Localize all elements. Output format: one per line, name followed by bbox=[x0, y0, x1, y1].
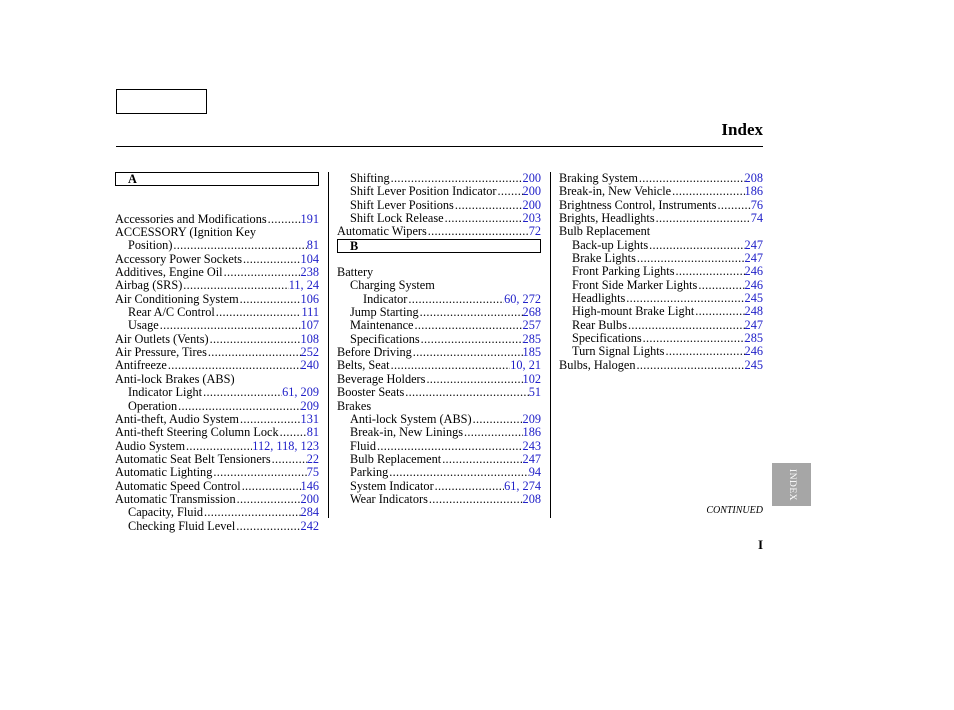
index-entry bbox=[337, 413, 541, 426]
index-entry bbox=[337, 386, 541, 399]
page-link[interactable]: 245 bbox=[744, 291, 763, 306]
index-entry-term: Brightness Control, Instruments bbox=[559, 197, 717, 212]
page-link[interactable]: 112, 118, 123 bbox=[252, 438, 319, 453]
index-entry-term: Belts, Seat bbox=[337, 358, 390, 373]
leader-dots bbox=[172, 239, 306, 252]
index-entry-term: Brakes bbox=[337, 398, 372, 413]
index-entry bbox=[337, 359, 541, 372]
leader-dots bbox=[185, 440, 252, 453]
index-entry bbox=[337, 185, 541, 198]
leader-dots bbox=[390, 359, 511, 372]
page-link[interactable]: 102 bbox=[522, 371, 541, 386]
page-link[interactable]: 209 bbox=[522, 411, 541, 426]
index-entry-term: Parking bbox=[350, 465, 389, 480]
index-entry bbox=[559, 305, 763, 318]
index-entry bbox=[337, 426, 541, 439]
index-entry bbox=[559, 265, 763, 278]
index-entry bbox=[115, 239, 319, 252]
page-link[interactable]: 81 bbox=[306, 425, 319, 440]
index-entry bbox=[115, 426, 319, 439]
leader-dots bbox=[463, 426, 523, 439]
index-entry-term: Air Outlets (Vents) bbox=[115, 331, 209, 346]
page-link[interactable]: 246 bbox=[744, 277, 763, 292]
page-link[interactable]: 200 bbox=[522, 184, 541, 199]
index-entry bbox=[559, 212, 763, 225]
index-entry bbox=[337, 266, 541, 279]
page-link[interactable]: 200 bbox=[522, 171, 541, 185]
index-entry bbox=[115, 506, 319, 519]
index-entry bbox=[115, 333, 319, 346]
leader-dots bbox=[674, 265, 744, 278]
page-link[interactable]: 74 bbox=[750, 211, 763, 226]
leader-dots bbox=[271, 453, 307, 466]
page-link[interactable]: 268 bbox=[522, 305, 541, 320]
index-entry bbox=[115, 346, 319, 359]
leader-dots bbox=[648, 239, 744, 252]
page-link[interactable]: 208 bbox=[522, 491, 541, 506]
page-link[interactable]: 247 bbox=[744, 237, 763, 252]
index-entry bbox=[337, 480, 541, 493]
index-entry bbox=[337, 293, 541, 306]
leader-dots bbox=[441, 453, 522, 466]
page-link[interactable]: 252 bbox=[300, 345, 319, 360]
index-entry bbox=[115, 253, 319, 266]
leader-dots bbox=[239, 413, 301, 426]
page-link[interactable]: 257 bbox=[522, 318, 541, 333]
index-entry-term: Front Parking Lights bbox=[572, 264, 675, 279]
index-entry-term: Brights, Headlights bbox=[559, 211, 655, 226]
leader-dots bbox=[671, 185, 744, 198]
index-entry bbox=[337, 466, 541, 479]
leader-dots bbox=[404, 386, 528, 399]
page-link[interactable]: 60, 272 bbox=[504, 291, 541, 306]
leader-dots bbox=[177, 400, 300, 413]
index-entry bbox=[337, 440, 541, 453]
index-entry-term: Automatic Lighting bbox=[115, 465, 213, 480]
leader-dots bbox=[236, 493, 301, 506]
index-entry-term: Jump Starting bbox=[350, 305, 419, 320]
column-divider bbox=[328, 172, 329, 518]
page-link[interactable]: 146 bbox=[300, 478, 319, 493]
index-entry bbox=[559, 319, 763, 332]
leader-dots bbox=[239, 293, 301, 306]
header-rule bbox=[116, 146, 763, 147]
page-link[interactable]: 242 bbox=[300, 518, 319, 533]
leader-dots bbox=[376, 440, 523, 453]
index-entry-term: Headlights bbox=[572, 291, 626, 306]
index-entry bbox=[115, 226, 319, 239]
index-entry bbox=[337, 319, 541, 332]
page-link[interactable]: 185 bbox=[522, 345, 541, 360]
leader-dots bbox=[235, 520, 300, 533]
index-entry bbox=[115, 266, 319, 279]
index-entry-term: Antifreeze bbox=[115, 358, 167, 373]
index-entry-term: Shift Lever Positions bbox=[350, 197, 454, 212]
index-entry-term: Accessory Power Sockets bbox=[115, 251, 243, 266]
index-entry bbox=[559, 252, 763, 265]
index-column-3 bbox=[559, 172, 763, 372]
index-entry bbox=[115, 319, 319, 332]
index-entry bbox=[559, 332, 763, 345]
index-entry-term: Fluid bbox=[350, 438, 376, 453]
index-entry-term: Usage bbox=[128, 318, 159, 333]
index-entry-term: System Indicator bbox=[350, 478, 434, 493]
page-link[interactable]: 81 bbox=[306, 238, 319, 253]
index-entry bbox=[115, 453, 319, 466]
page-link[interactable]: 22 bbox=[306, 451, 319, 466]
leader-dots bbox=[642, 332, 745, 345]
index-entry-term: ACCESSORY (Ignition Key bbox=[115, 225, 256, 240]
index-entry-term: Bulb Replacement bbox=[559, 224, 651, 239]
index-entry-term: Maintenance bbox=[350, 318, 414, 333]
index-entry-term: High-mount Brake Light bbox=[572, 304, 695, 319]
leader-dots bbox=[472, 413, 523, 426]
leader-dots bbox=[428, 493, 523, 506]
index-entry-term: Air Pressure, Tires bbox=[115, 345, 207, 360]
leader-dots bbox=[241, 480, 301, 493]
leader-dots bbox=[638, 172, 745, 185]
leader-dots bbox=[425, 373, 522, 386]
leader-dots bbox=[697, 279, 744, 292]
index-entry-term: Capacity, Fluid bbox=[128, 505, 204, 520]
leader-dots bbox=[427, 225, 529, 238]
leader-dots bbox=[636, 359, 745, 372]
index-entry bbox=[337, 199, 541, 212]
page-link[interactable]: 284 bbox=[300, 505, 319, 520]
index-column-1 bbox=[115, 172, 319, 533]
index-entry bbox=[559, 225, 763, 238]
page-link[interactable]: 186 bbox=[744, 184, 763, 199]
leader-dots bbox=[412, 346, 523, 359]
page-link[interactable]: 246 bbox=[744, 264, 763, 279]
index-entry bbox=[337, 453, 541, 466]
index-entry-term: Brake Lights bbox=[572, 251, 636, 266]
index-entry-term: Rear Bulbs bbox=[572, 317, 627, 332]
page-link[interactable]: 111 bbox=[301, 305, 319, 320]
leader-dots bbox=[388, 466, 528, 479]
index-entry-term: Anti-theft, Audio System bbox=[115, 411, 239, 426]
index-entry bbox=[337, 400, 541, 413]
index-entry-term: Indicator Light bbox=[128, 385, 203, 400]
index-side-tab[interactable] bbox=[772, 463, 811, 506]
index-entry bbox=[337, 333, 541, 346]
leader-dots bbox=[444, 212, 523, 225]
page-link[interactable]: 247 bbox=[744, 251, 763, 266]
leader-dots bbox=[497, 185, 523, 198]
index-column-2 bbox=[337, 172, 541, 506]
index-entry bbox=[559, 292, 763, 305]
leader-dots bbox=[203, 506, 301, 519]
index-entry-term: Automatic Speed Control bbox=[115, 478, 241, 493]
index-entry-term: Anti-lock System (ABS) bbox=[350, 411, 472, 426]
page-link[interactable]: 107 bbox=[300, 318, 319, 333]
page-link[interactable]: 285 bbox=[522, 331, 541, 346]
index-entry-term: Specifications bbox=[572, 331, 642, 346]
index-entry-term: Bulb Replacement bbox=[350, 451, 442, 466]
index-entry bbox=[559, 359, 763, 372]
index-entry-term: Braking System bbox=[559, 171, 638, 185]
index-entry bbox=[337, 346, 541, 359]
index-entry-term: Air Conditioning System bbox=[115, 291, 239, 306]
index-entry-term: Break-in, New Vehicle bbox=[559, 184, 672, 199]
leader-dots bbox=[694, 305, 744, 318]
leader-dots bbox=[407, 293, 504, 306]
index-entry-term: Automatic Wipers bbox=[337, 224, 427, 239]
page-link[interactable]: 238 bbox=[300, 265, 319, 280]
index-entry bbox=[337, 373, 541, 386]
index-entry bbox=[115, 400, 319, 413]
index-entry bbox=[337, 279, 541, 292]
index-entry-term: Additives, Engine Oil bbox=[115, 265, 223, 280]
continued-label: CONTINUED bbox=[706, 505, 763, 516]
leader-dots bbox=[625, 292, 744, 305]
leader-dots bbox=[434, 480, 504, 493]
leader-dots bbox=[627, 319, 745, 332]
page-link[interactable]: 131 bbox=[300, 411, 319, 426]
leader-dots bbox=[182, 279, 288, 292]
index-entry bbox=[115, 359, 319, 372]
page-link[interactable]: 61, 209 bbox=[282, 385, 319, 400]
index-entry bbox=[559, 172, 763, 185]
page-link[interactable]: 72 bbox=[528, 224, 541, 239]
side-tab-label: INDEX bbox=[786, 468, 797, 501]
index-entry bbox=[337, 306, 541, 319]
leader-dots bbox=[242, 253, 301, 266]
leader-dots bbox=[202, 386, 282, 399]
index-entry-term: Airbag (SRS) bbox=[115, 278, 183, 293]
index-entry-term: Automatic Transmission bbox=[115, 491, 236, 506]
leader-dots bbox=[209, 333, 301, 346]
index-entry-term: Front Side Marker Lights bbox=[572, 277, 698, 292]
index-entry bbox=[115, 293, 319, 306]
index-entry-term: Wear Indicators bbox=[350, 491, 428, 506]
page-link[interactable]: 209 bbox=[300, 398, 319, 413]
page-link[interactable]: 76 bbox=[750, 197, 763, 212]
page-link[interactable]: 106 bbox=[300, 291, 319, 306]
page-link[interactable]: 108 bbox=[300, 331, 319, 346]
index-entry-term: Rear A/C Control bbox=[128, 305, 215, 320]
index-entry bbox=[337, 172, 541, 185]
leader-dots bbox=[716, 199, 750, 212]
page-link[interactable]: 243 bbox=[522, 438, 541, 453]
page-link[interactable]: 191 bbox=[300, 211, 319, 226]
index-entry bbox=[337, 225, 541, 238]
index-entry-term: Audio System bbox=[115, 438, 186, 453]
leader-dots bbox=[420, 333, 523, 346]
index-entry-term: Operation bbox=[128, 398, 178, 413]
section-letter-header: B bbox=[337, 239, 541, 253]
index-entry bbox=[115, 480, 319, 493]
page-link[interactable]: 285 bbox=[744, 331, 763, 346]
index-entry bbox=[115, 466, 319, 479]
index-entry bbox=[115, 386, 319, 399]
page-link[interactable]: 247 bbox=[744, 317, 763, 332]
index-entry-term: Battery bbox=[337, 265, 374, 280]
index-entry-term: Position) bbox=[128, 238, 173, 253]
page-link[interactable]: 11, 24 bbox=[288, 278, 319, 293]
section-letter-header: A bbox=[115, 172, 319, 186]
page-link[interactable]: 51 bbox=[528, 385, 541, 400]
index-entry-term: Bulbs, Halogen bbox=[559, 357, 636, 372]
leader-dots bbox=[212, 466, 306, 479]
index-entry-term: Specifications bbox=[350, 331, 420, 346]
leader-dots bbox=[267, 213, 301, 226]
leader-dots bbox=[390, 172, 523, 185]
leader-dots bbox=[207, 346, 301, 359]
index-entry-term: Automatic Seat Belt Tensioners bbox=[115, 451, 271, 466]
index-entry bbox=[337, 212, 541, 225]
index-entry bbox=[559, 345, 763, 358]
page-link[interactable]: 104 bbox=[300, 251, 319, 266]
page-link[interactable]: 186 bbox=[522, 425, 541, 440]
index-entry-term: Shift Lock Release bbox=[350, 211, 444, 226]
leader-dots bbox=[159, 319, 301, 332]
leader-dots bbox=[655, 212, 751, 225]
index-entry-term: Checking Fluid Level bbox=[128, 518, 236, 533]
index-entry bbox=[337, 493, 541, 506]
index-entry-term: Accessories and Modifications bbox=[115, 211, 267, 226]
page-link[interactable]: 61, 274 bbox=[504, 478, 541, 493]
leader-dots bbox=[414, 319, 523, 332]
index-entry-term: Indicator bbox=[363, 291, 408, 306]
index-entry bbox=[559, 279, 763, 292]
leader-dots bbox=[664, 345, 744, 358]
page-link[interactable]: 200 bbox=[300, 491, 319, 506]
index-entry bbox=[115, 493, 319, 506]
page-title: Index bbox=[721, 120, 763, 139]
index-entry bbox=[559, 185, 763, 198]
leader-dots bbox=[279, 426, 307, 439]
page-link[interactable]: 248 bbox=[744, 304, 763, 319]
page-number: I bbox=[757, 537, 763, 552]
index-entry bbox=[559, 239, 763, 252]
index-entry-term: Shifting bbox=[350, 171, 390, 185]
page-link[interactable]: 240 bbox=[300, 358, 319, 373]
page-link[interactable]: 208 bbox=[744, 171, 763, 185]
page-link[interactable]: 200 bbox=[522, 197, 541, 212]
index-entry bbox=[115, 440, 319, 453]
index-entry bbox=[115, 413, 319, 426]
leader-dots bbox=[167, 359, 301, 372]
page-link[interactable]: 94 bbox=[528, 465, 541, 480]
index-entry-term: Before Driving bbox=[337, 345, 412, 360]
index-entry bbox=[115, 279, 319, 292]
page-link[interactable]: 75 bbox=[306, 465, 319, 480]
index-entry-term: Back-up Lights bbox=[572, 237, 649, 252]
index-entry bbox=[115, 213, 319, 226]
leader-dots bbox=[454, 199, 523, 212]
index-entry bbox=[559, 199, 763, 212]
page-link[interactable]: 247 bbox=[522, 451, 541, 466]
index-entry-term: Turn Signal Lights bbox=[572, 344, 665, 359]
index-entry-term: Anti-theft Steering Column Lock bbox=[115, 425, 279, 440]
nav-box[interactable] bbox=[116, 89, 207, 114]
index-entry bbox=[115, 306, 319, 319]
index-entry bbox=[115, 520, 319, 533]
page-link[interactable]: 203 bbox=[522, 211, 541, 226]
index-entry bbox=[115, 373, 319, 386]
index-entry-term: Anti-lock Brakes (ABS) bbox=[115, 371, 235, 386]
column-divider bbox=[550, 172, 551, 518]
leader-dots bbox=[215, 306, 302, 319]
page-link[interactable]: 245 bbox=[744, 357, 763, 372]
index-entry-term: Break-in, New Linings bbox=[350, 425, 464, 440]
index-entry-term: Beverage Holders bbox=[337, 371, 426, 386]
page-link[interactable]: 246 bbox=[744, 344, 763, 359]
index-entry-term: Charging System bbox=[350, 278, 435, 293]
page-link[interactable]: 10, 21 bbox=[510, 358, 541, 373]
index-entry-term: Shift Lever Position Indicator bbox=[350, 184, 497, 199]
leader-dots bbox=[419, 306, 523, 319]
leader-dots bbox=[223, 266, 301, 279]
index-entry-term: Booster Seats bbox=[337, 385, 405, 400]
leader-dots bbox=[636, 252, 745, 265]
